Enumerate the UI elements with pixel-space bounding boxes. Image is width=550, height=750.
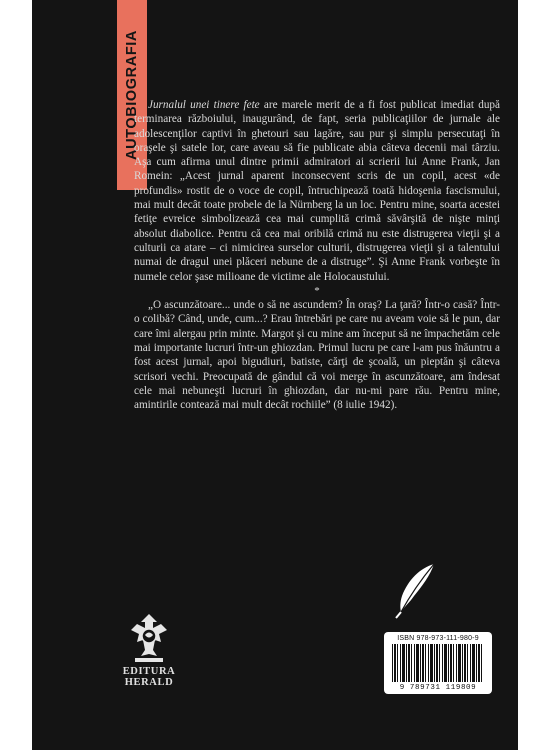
blurb-text bbox=[134, 98, 500, 413]
category-label: AUTOBIOGRAFIA bbox=[124, 30, 140, 160]
barcode-bars bbox=[392, 644, 484, 682]
isbn-number: ISBN 978-973-111-980-9 bbox=[397, 635, 479, 642]
pegasus-emblem-icon bbox=[127, 608, 171, 666]
quill-feather-icon bbox=[390, 562, 438, 620]
blurb-paragraph-1 bbox=[134, 98, 500, 284]
diary-quote: „O ascunzătoare... unde o să ne ascundem? În oraş? La ţară? Într-o casă? Într-o colibă? Când, unde, cum...? Erau întrebări pe care nu aveam voie să le pun, dar care îmi alergau prin minte. Margot şi cu mine am început să ne împachetăm cele mai importante lucruri într-un ghiozdan. Primul lucru pe care l-am pus înăuntru a fost acest jurnal, apoi bigudiuri, batiste, cărţi de şcoală, un pieptăn şi câteva scrisori vechi. Preocupată de gândul că voi merge în ascunzătoare, am îndesat cele mai nebuneşti lucruri în ghiozdan, dar nu-mi pare rău. Pentru mine, amintirile contează mai mult decât rochiile” (8 iulie 1942). bbox=[134, 299, 500, 412]
publisher-name-line1: EDITURA bbox=[122, 666, 176, 677]
section-separator: * bbox=[314, 284, 320, 297]
blurb-paragraph-1-body: are marele merit de a fi fost publicat imediat după terminarea războiului, inaugurând, de fapt, seria publicaţiilor de jurnale ale adolescenţilor captivi în ghetouri sau lagăre, sau pur şi simplu persecutaţi în oraşele şi satele lor, care aveau să fie publicate abia câteva decenii mai târziu. Aşa cum afirma unul dintre primii admiratori ai scrierii lui Anne Frank, Jan Romein: „Acest jurnal aparent inconsecvent scris de un copil, acest «de profundis» rostit de o voce de copil, întruchipează toată hidoşenia fascismului, mai mult decât toate probele de la Nürnberg la un loc. Pentru mine, soarta acestei fetiţe evreice simbolizează cea mai cumplită crimă săvârşită de nişte minţi absolut diabolice. Pentru că cea mai oribilă crimă nu este distrugerea vieţii şi a culturii ca atare – ci nimicirea surselor culturii, distrugerea vieţii şi a talentului numai de dragul unei plăceri nebune de a distruge”. Şi Anne Frank vorbeşte în numele celor şase milioane de victime ale Holocaustului. bbox=[134, 99, 500, 283]
publisher-name-line2: HERALD bbox=[124, 677, 174, 688]
book-back-cover bbox=[32, 0, 518, 750]
book-title-italic: Jurnalul unei tinere fete bbox=[148, 99, 260, 111]
ean-number: 9 789731 119809 bbox=[399, 684, 477, 692]
isbn-barcode bbox=[384, 632, 492, 694]
publisher-logo bbox=[118, 608, 180, 703]
